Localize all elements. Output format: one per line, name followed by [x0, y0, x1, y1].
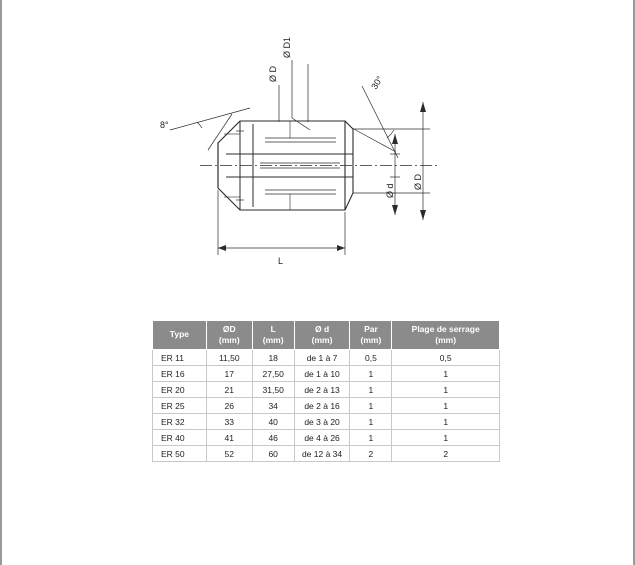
collet-spec-table [152, 320, 500, 462]
table-cell: 1 [350, 382, 392, 398]
table-row [153, 414, 500, 430]
table-cell-type: ER 25 [153, 398, 207, 414]
column-header-od-unit: (mm) [218, 334, 240, 345]
table-cell: 1 [392, 366, 500, 382]
table-cell: de 12 à 34 [294, 446, 350, 462]
table-cell: 60 [252, 446, 294, 462]
column-header-par [350, 321, 392, 350]
table-cell: 33 [206, 414, 252, 430]
column-header-type-label: Type [169, 329, 190, 340]
table-cell-type: ER 20 [153, 382, 207, 398]
table-cell: 1 [350, 366, 392, 382]
table-cell-type: ER 16 [153, 366, 207, 382]
table-row [153, 430, 500, 446]
table-cell: 27,50 [252, 366, 294, 382]
table-cell-type: ER 11 [153, 350, 207, 366]
column-header-plage-unit: (mm) [435, 334, 457, 345]
table-cell: 1 [350, 398, 392, 414]
table-row [153, 398, 500, 414]
column-header-type [153, 321, 207, 350]
table-cell: de 2 à 16 [294, 398, 350, 414]
table-row [153, 366, 500, 382]
label-angle-right: 30° [369, 74, 385, 92]
table-cell: 17 [206, 366, 252, 382]
table-cell: de 4 à 26 [294, 430, 350, 446]
column-header-d [294, 321, 350, 350]
table-cell: 2 [350, 446, 392, 462]
table-cell: 18 [252, 350, 294, 366]
table-cell: 2 [392, 446, 500, 462]
column-header-par-label: Par [364, 324, 378, 334]
column-header-d-unit: (mm) [311, 334, 333, 345]
table-cell: 0,5 [350, 350, 392, 366]
column-header-plage-label: Plage de serrage [411, 324, 480, 334]
er-collet-technical-drawing [140, 30, 500, 280]
label-diameter-small-d: Ø d [385, 183, 395, 198]
table-cell: 1 [392, 398, 500, 414]
table-row [153, 382, 500, 398]
table-cell: de 1 à 10 [294, 366, 350, 382]
table-cell: de 3 à 20 [294, 414, 350, 430]
page-left-border [0, 0, 2, 565]
table-header-row [153, 321, 500, 350]
table-cell-type: ER 40 [153, 430, 207, 446]
label-diameter-d-top: Ø D [268, 65, 278, 82]
column-header-l-label: L [270, 324, 276, 334]
table-cell: 40 [252, 414, 294, 430]
table-cell: 1 [392, 382, 500, 398]
column-header-od-label: ØD [222, 324, 236, 334]
table-cell: 26 [206, 398, 252, 414]
table-cell-type: ER 32 [153, 414, 207, 430]
collet-spec-table-wrapper [152, 320, 500, 462]
column-header-l [252, 321, 294, 350]
table-row [153, 350, 500, 366]
table-cell: 1 [392, 414, 500, 430]
table-cell: 34 [252, 398, 294, 414]
table-header [153, 321, 500, 350]
column-header-d-label: Ø d [314, 324, 330, 334]
table-cell: 21 [206, 382, 252, 398]
column-header-od [206, 321, 252, 350]
table-cell: 41 [206, 430, 252, 446]
table-cell-type: ER 50 [153, 446, 207, 462]
table-cell: 0,5 [392, 350, 500, 366]
label-length-l: L [278, 256, 284, 266]
column-header-par-unit: (mm) [360, 334, 382, 345]
table-cell: de 2 à 13 [294, 382, 350, 398]
label-diameter-d1: Ø D1 [282, 36, 292, 58]
label-angle-left: 8° [160, 120, 169, 130]
table-cell: 1 [350, 430, 392, 446]
table-cell: 46 [252, 430, 294, 446]
column-header-plage [392, 321, 500, 350]
table-cell: 52 [206, 446, 252, 462]
table-cell: 11,50 [206, 350, 252, 366]
column-header-l-unit: (mm) [262, 334, 284, 345]
table-cell: 1 [392, 430, 500, 446]
table-cell: de 1 à 7 [294, 350, 350, 366]
table-cell: 31,50 [252, 382, 294, 398]
table-cell: 1 [350, 414, 392, 430]
table-body [153, 350, 500, 462]
label-diameter-d-right: Ø D [413, 173, 423, 190]
table-row [153, 446, 500, 462]
